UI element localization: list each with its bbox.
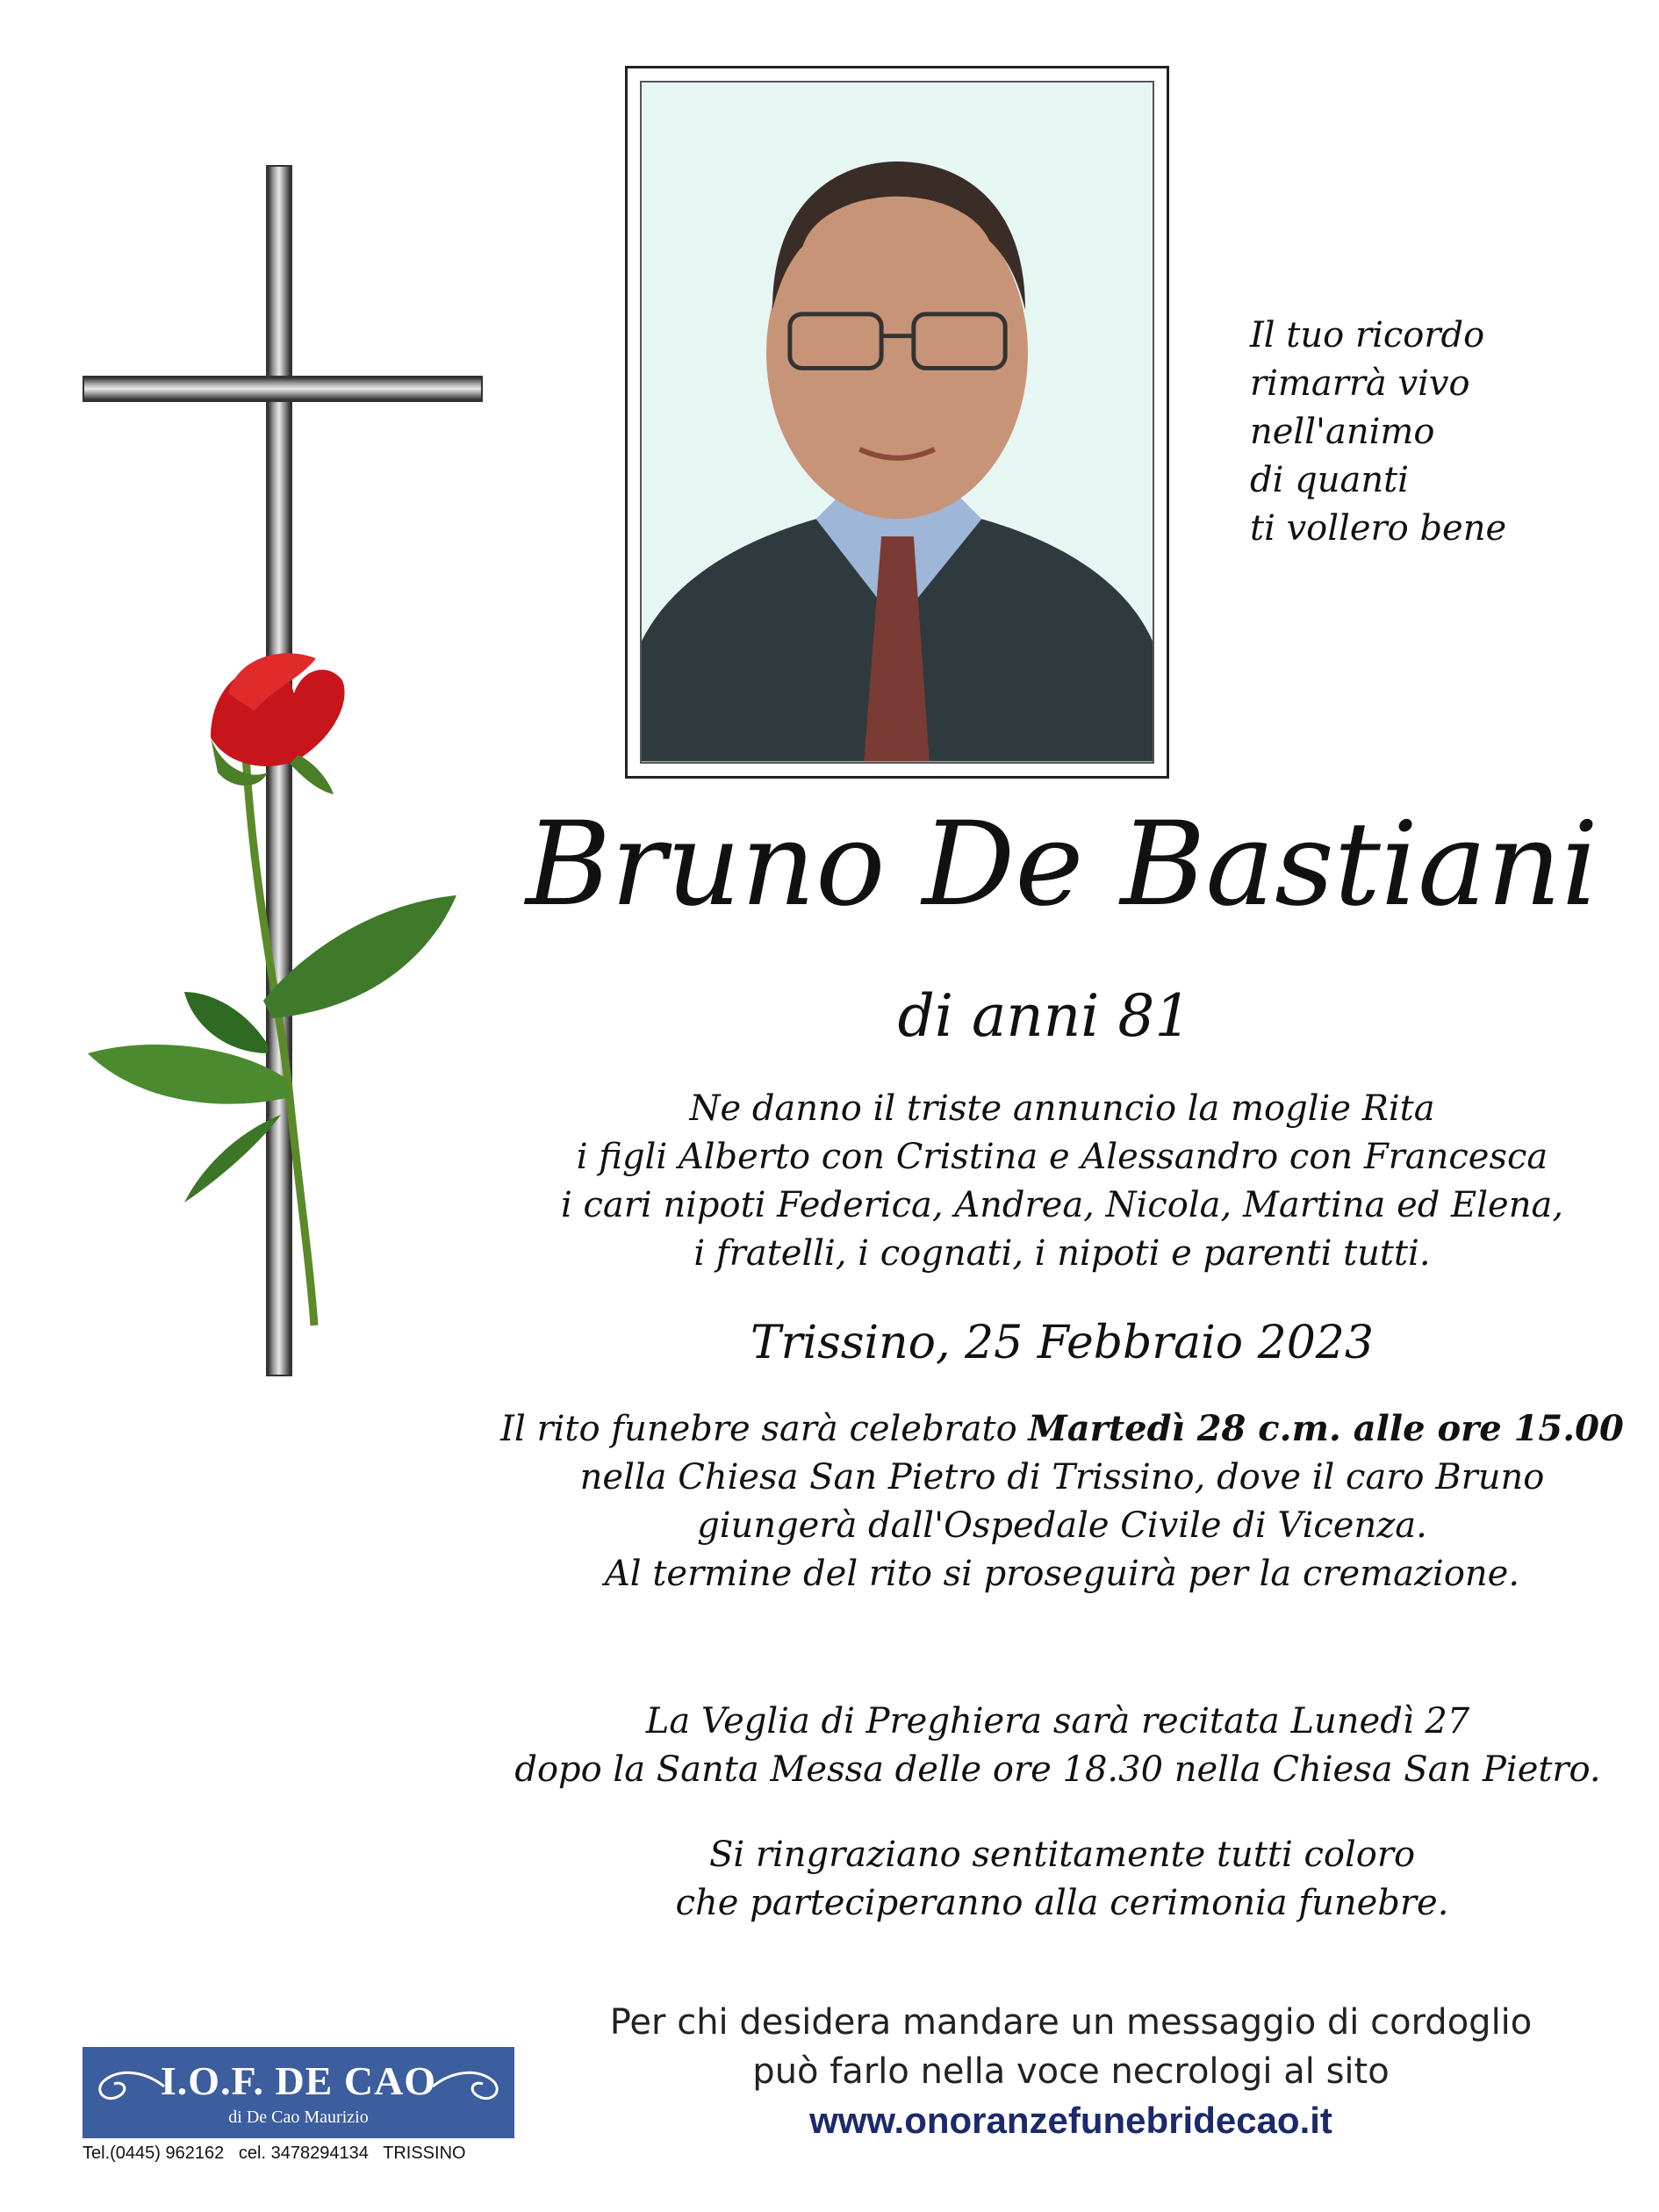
portrait-photo xyxy=(640,81,1154,764)
rite-line-prefix: Il rito funebre sarà celebrato xyxy=(500,1409,1029,1449)
rite-line: Al termine del rito si proseguirà per la cremazione. xyxy=(604,1554,1520,1594)
place-date: Trissino, 25 Febbraio 2023 xyxy=(750,1317,1374,1369)
thanks-line: Si ringraziano sentitamente tutti coloro xyxy=(708,1835,1416,1875)
agency-logo xyxy=(83,2047,514,2138)
portrait-frame xyxy=(625,66,1169,779)
vigil-line: La Veglia di Preghiera sarà recitata Lunedì 27 xyxy=(645,1701,1470,1742)
rose-icon xyxy=(79,641,483,1343)
agency-owner: di De Cao Maurizio xyxy=(228,2108,369,2127)
agency-name: I.O.F. DE CAO xyxy=(160,2058,437,2103)
announcement-line: i cari nipoti Federica, Andrea, Nicola, Martina ed Elena, xyxy=(560,1185,1564,1225)
deceased-age: di anni 81 xyxy=(897,982,1192,1050)
cross-icon-horizontal-beam xyxy=(83,376,483,402)
message-line: Per chi desidera mandare un messaggio di cordoglio xyxy=(609,2002,1533,2043)
rite-date-time: Martedì 28 c.m. alle ore 15.00 xyxy=(1028,1408,1624,1449)
rite-line-1 xyxy=(500,1404,1624,1454)
quote-line: ti vollero bene xyxy=(1250,508,1507,549)
quote-line: Il tuo ricordo xyxy=(1250,315,1485,356)
funeral-rite-block xyxy=(500,1404,1624,1598)
deceased-name: Bruno De Bastiani xyxy=(525,797,1599,932)
vigil-block xyxy=(456,1698,1659,1794)
quote-line: nell'animo xyxy=(1250,412,1435,452)
swirl-left-icon xyxy=(90,2065,169,2108)
announcement-block xyxy=(500,1085,1624,1278)
quote-line: rimarrà vivo xyxy=(1250,363,1470,404)
memorial-quote xyxy=(1250,312,1619,553)
portrait-silhouette-icon xyxy=(642,83,1153,762)
announcement-line: Ne danno il triste annuncio la moglie Rita xyxy=(689,1088,1435,1129)
vigil-line: dopo la Santa Messa delle ore 18.30 nella Chiesa San Pietro. xyxy=(514,1749,1601,1790)
announcement-line: i fratelli, i cognati, i nipoti e parenti tutti. xyxy=(693,1233,1431,1274)
website-link[interactable]: www.onoranzefunebridecao.it xyxy=(809,2100,1332,2141)
message-line: può farlo nella voce necrologi al sito xyxy=(752,2051,1390,2092)
announcement-line: i figli Alberto con Cristina e Alessandro con Francesca xyxy=(576,1137,1548,1177)
thanks-line: che parteciperanno alla cerimonia funebre. xyxy=(675,1883,1449,1923)
quote-line: di quanti xyxy=(1250,460,1409,500)
agency-contacts: Tel.(0445) 962162 cel. 3478294134 TRISSINO xyxy=(83,2144,466,2163)
condolence-message-block xyxy=(544,1998,1598,2145)
rite-line: nella Chiesa San Pietro di Trissino, dove il caro Bruno xyxy=(579,1457,1545,1497)
thanks-block xyxy=(500,1831,1624,1928)
swirl-right-icon xyxy=(428,2065,507,2108)
rite-line: giungerà dall'Ospedale Civile di Vicenza. xyxy=(697,1505,1427,1546)
